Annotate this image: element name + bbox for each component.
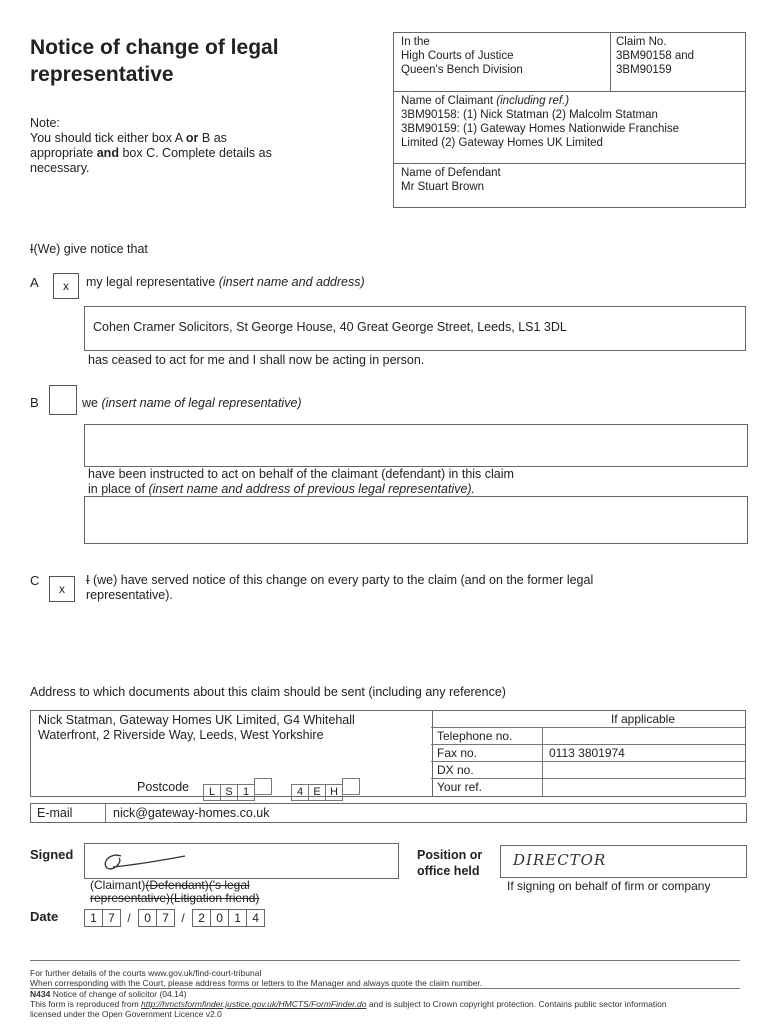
ref-value[interactable]: [543, 779, 745, 796]
signed-label: Signed: [30, 847, 74, 862]
address-lines: Nick Statman, Gateway Homes UK Limited, G4 Whitehall Waterfront, 2 Riverside Way, Leeds, West Yorkshire: [38, 713, 355, 742]
position-field[interactable]: [500, 845, 747, 878]
postcode-char: H: [325, 784, 343, 801]
form-finder-link[interactable]: http://hmctsformfinder.justice.gov.uk/HMCTS/FormFinder.do: [141, 999, 367, 1009]
signatory-role: (Claimant)(Defendant)('s legal representative)(Litigation friend): [90, 878, 260, 905]
email-value[interactable]: nick@gateway-homes.co.uk: [113, 806, 270, 820]
checkbox-c[interactable]: x: [49, 576, 75, 602]
postcode-char: [254, 778, 272, 795]
checkbox-a[interactable]: x: [53, 273, 79, 299]
note: Note: You should tick either box A or B as appropriate and box C. Complete details as necessary.: [30, 116, 272, 175]
section-c-letter: C: [30, 573, 40, 588]
notice-intro: I(We) give notice that: [30, 242, 148, 256]
if-applicable-header: If applicable: [431, 711, 745, 728]
postcode-char: 1: [237, 784, 255, 801]
telephone-label: Telephone no.: [431, 728, 543, 745]
signature-image: [93, 848, 193, 874]
fax-label: Fax no.: [431, 745, 543, 762]
position-value: DIRECTOR: [513, 851, 607, 869]
section-b-field[interactable]: [84, 424, 748, 467]
postcode-boxes[interactable]: [203, 778, 359, 801]
section-b-after: have been instructed to act on behalf of the claimant (defendant) in this claim in place of (insert name and address of previous legal representative).: [88, 467, 514, 496]
section-c-text: I (we) have served notice of this change on every party to the claim (and on the former legal representative).: [86, 573, 594, 602]
telephone-value[interactable]: [543, 728, 745, 745]
date-digit: 7: [156, 909, 175, 927]
defendant-cell: Name of Defendant Mr Stuart Brown: [394, 163, 745, 207]
section-b-label: we (insert name of legal representative): [82, 396, 302, 410]
postcode-label: Postcode: [137, 780, 190, 794]
dx-value[interactable]: [543, 762, 745, 779]
position-label: Position or office held: [417, 848, 483, 878]
claim-no-cell: Claim No. 3BM90158 and 3BM90159: [611, 33, 745, 91]
section-a-letter: A: [30, 275, 39, 290]
checkbox-b[interactable]: [49, 385, 77, 415]
page-title: Notice of change of legal representative: [30, 36, 279, 86]
claim-no-value: 3BM90158 and: [616, 50, 695, 62]
date-digit: 4: [246, 909, 265, 927]
date-digit: 1: [84, 909, 103, 927]
section-a-after: has ceased to act for me and I shall now be acting in person.: [88, 353, 425, 367]
footer: For further details of the courts www.gov.uk/find-court-tribunal When corresponding with the Court, please address forms or letters to the Manager and always quote the claim number. N434 Notice of change of solicitor (04.14) This form is reproduced from http://hmctsformfinder.justice.gov.uk/HMCTS/FormFinder.do and is subject to Crown copyright protection. Contains public sector information licensed under the Open Government Licence v2.0: [30, 968, 740, 1019]
postcode-char: 4: [291, 784, 309, 801]
date-digit: 0: [138, 909, 157, 927]
date-digit: 2: [192, 909, 211, 927]
fax-value[interactable]: 0113 3801974: [543, 745, 745, 762]
note-label: Note:: [30, 116, 60, 130]
date-digit: 1: [228, 909, 247, 927]
section-b-letter: B: [30, 395, 39, 410]
signature-field[interactable]: [84, 843, 399, 879]
date-digit: 7: [102, 909, 121, 927]
postcode-char: L: [203, 784, 221, 801]
form-code: N434: [30, 989, 51, 999]
previous-representative-field[interactable]: [84, 496, 748, 544]
court-info-box: [393, 32, 746, 208]
postcode-char: S: [220, 784, 238, 801]
email-row: [30, 803, 747, 823]
contact-table: [431, 710, 746, 797]
postcode-char: E: [308, 784, 326, 801]
address-heading: Address to which documents about this claim should be sent (including any reference): [30, 685, 506, 699]
footer-divider: [30, 960, 740, 961]
ref-label: Your ref.: [431, 779, 543, 796]
section-a-value: Cohen Cramer Solicitors, St George House, 40 Great George Street, Leeds, LS1 3DL: [93, 320, 567, 334]
date-digit: 0: [210, 909, 229, 927]
dx-label: DX no.: [431, 762, 543, 779]
section-a-field[interactable]: [84, 306, 746, 351]
date-boxes[interactable]: 1 7 / 0 7 / 2 0 1 4: [84, 909, 264, 927]
court-name-cell: In the High Courts of Justice Queen's Bench Division: [394, 33, 611, 91]
claimant-cell: Name of Claimant (including ref.) 3BM90158: (1) Nick Statman (2) Malcolm Statman 3BM90159: (1) Gateway Homes Nationwide Franchise Limited (2) Gateway Homes UK Limited: [394, 91, 745, 163]
position-note: If signing on behalf of firm or company: [507, 879, 711, 893]
email-label: E-mail: [31, 804, 106, 822]
date-label: Date: [30, 909, 59, 924]
section-a-label: my legal representative (insert name and address): [86, 275, 365, 289]
address-box: [30, 710, 433, 797]
